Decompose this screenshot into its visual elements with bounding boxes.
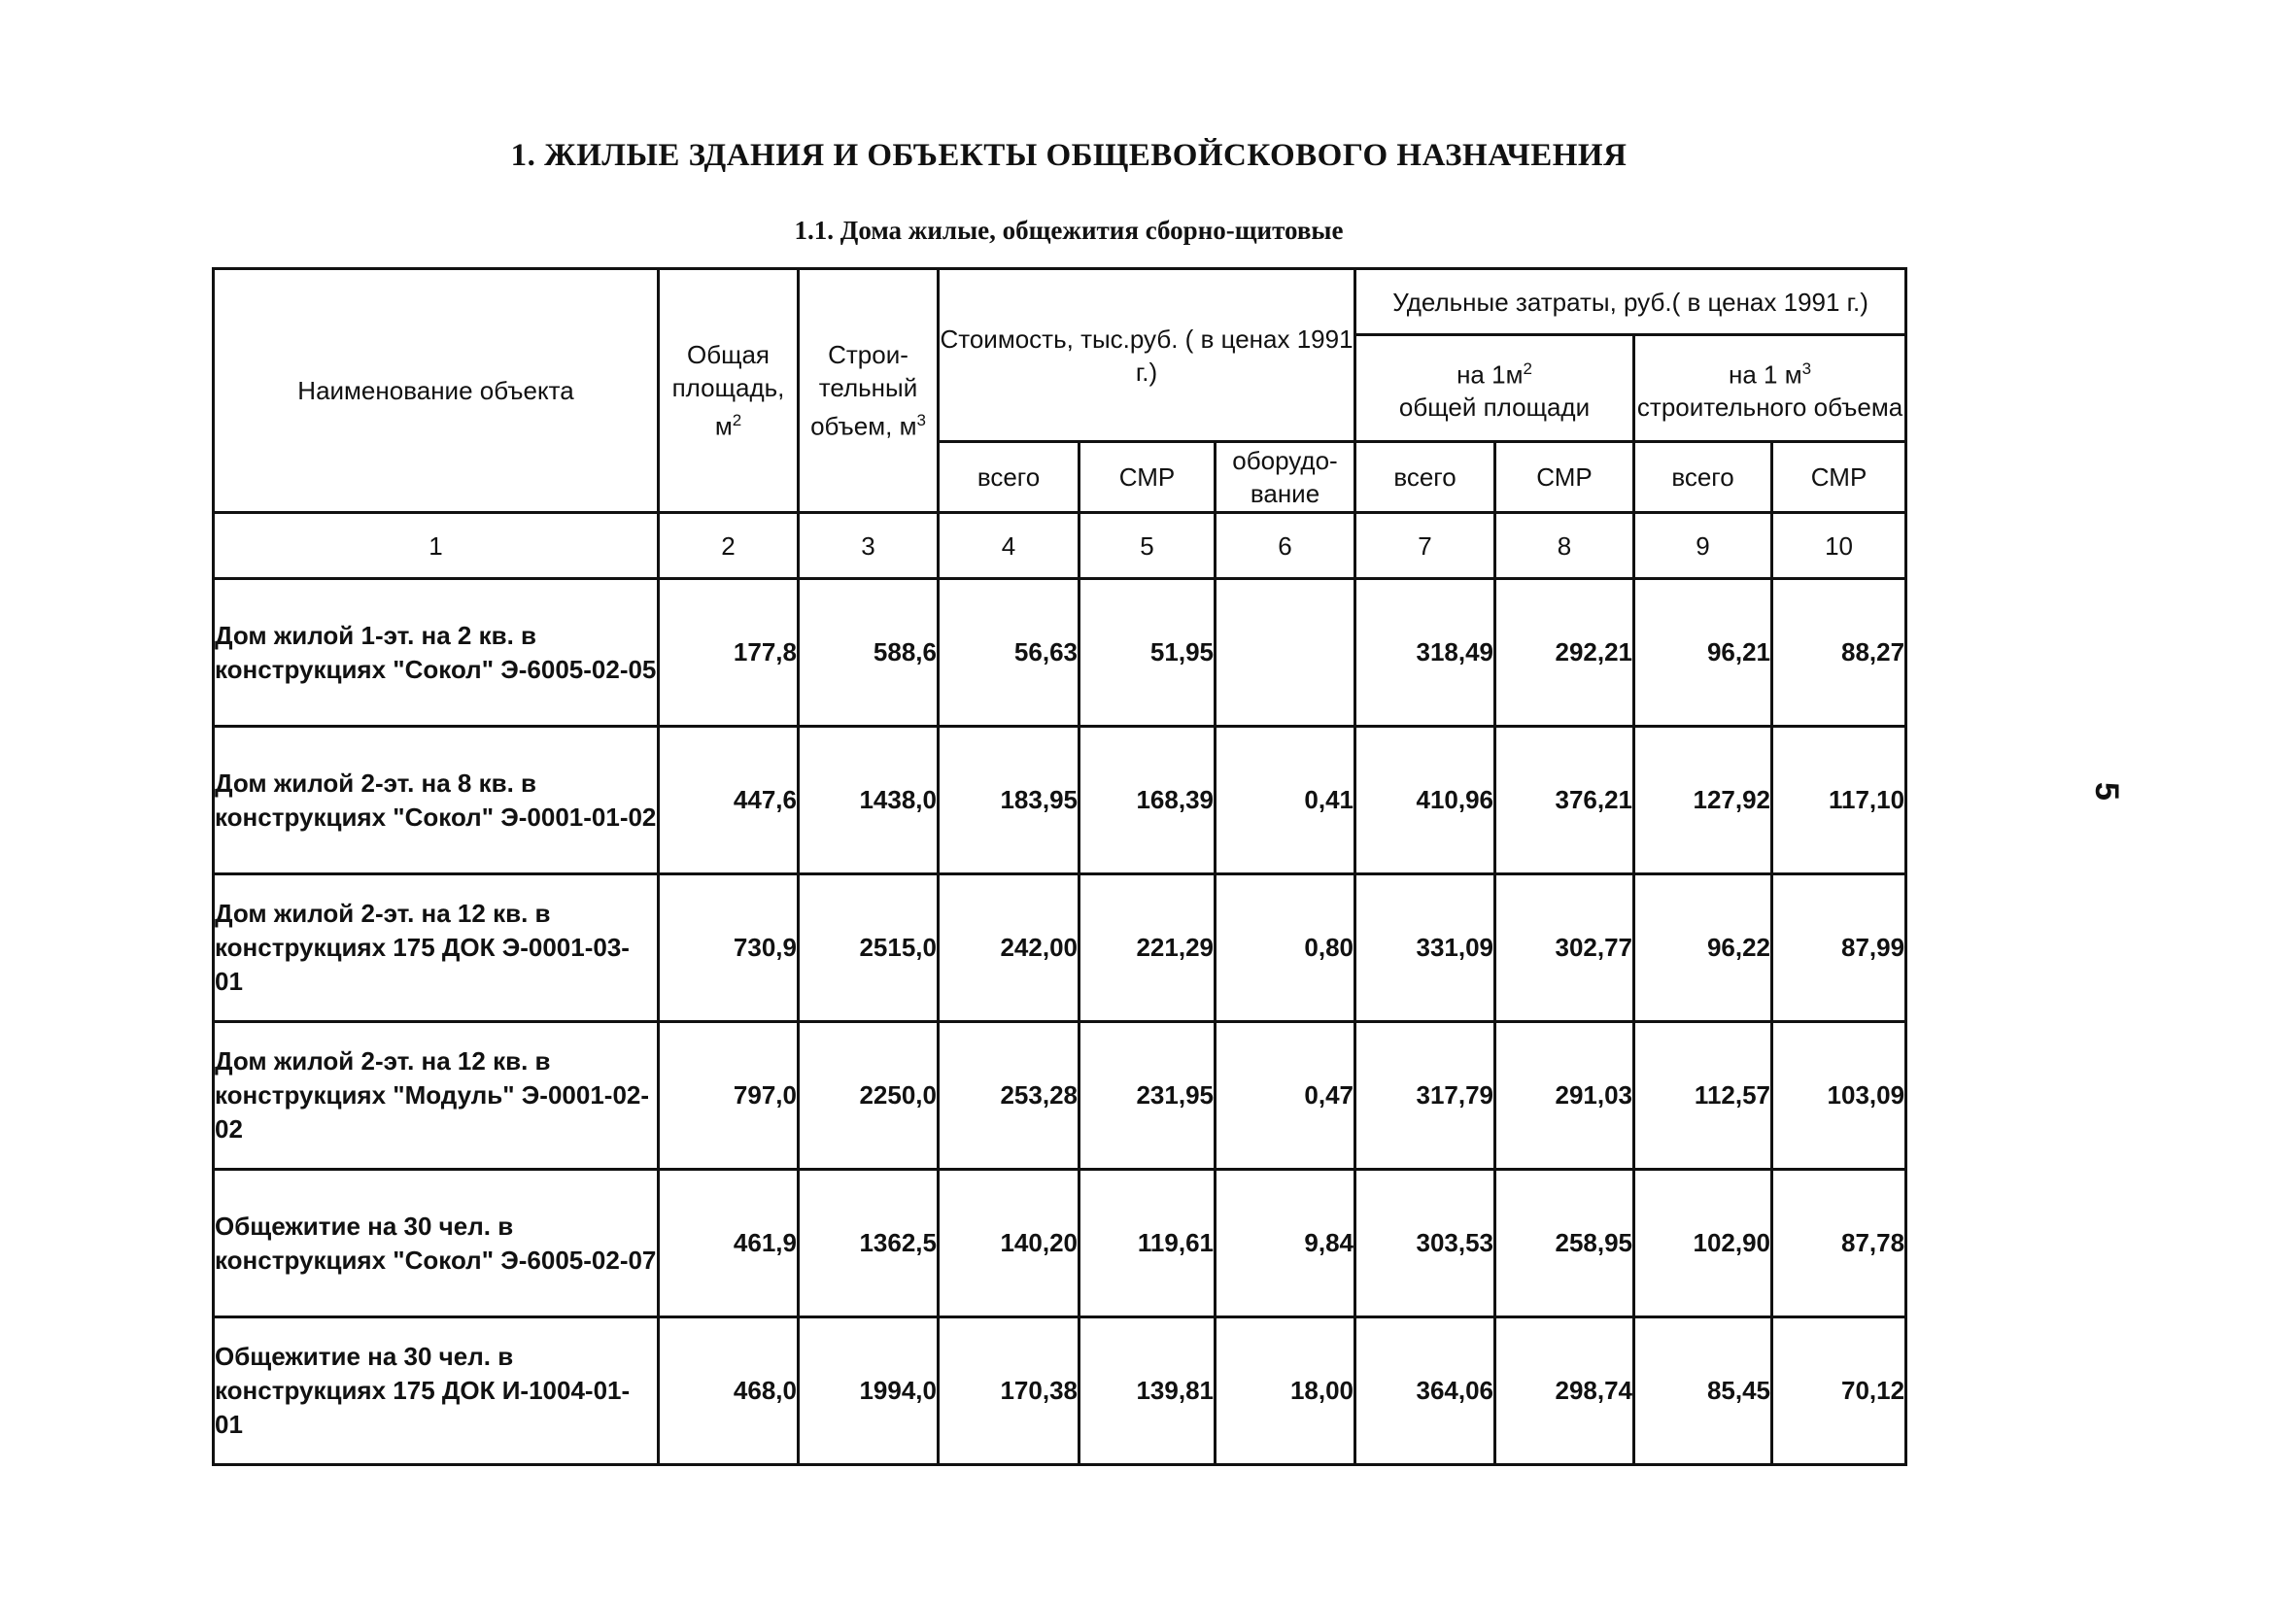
m3-smr-cell: 103,09 [1772,1022,1906,1170]
column-number: 3 [799,513,939,579]
header-area: Общая площадь, $м^2$ [659,269,799,513]
object-name: Дом жилой 1-эт. на 2 кв. в конструкциях "Сокол" Э-6005-02-05 [214,579,659,727]
cost-total-cell: 253,28 [939,1022,1079,1170]
cost-equipment-cell: 0,80 [1216,874,1355,1022]
m2-smr-cell: 298,74 [1495,1317,1634,1465]
m3-smr-cell: 88,27 [1772,579,1906,727]
cost-equipment-cell: 0,47 [1216,1022,1355,1170]
header-per-m2: на $1м^2$ общей площади [1355,335,1634,442]
header-cost-equipment: оборудо- вание [1216,442,1355,513]
cost-total-cell: 56,63 [939,579,1079,727]
table-row [214,874,1906,1022]
column-number: 6 [1216,513,1355,579]
volume-cell: 1362,5 [799,1170,939,1317]
column-number: 2 [659,513,799,579]
m2-smr-cell: 302,77 [1495,874,1634,1022]
object-name: Общежитие на 30 чел. в конструкциях 175 ДОК И-1004-01-01 [214,1317,659,1465]
cost-equipment-cell: 9,84 [1216,1170,1355,1317]
header-m3-total: всего [1634,442,1772,513]
table-row [214,727,1906,874]
m3-smr-cell: 87,78 [1772,1170,1906,1317]
area-cell: 461,9 [659,1170,799,1317]
cost-equipment-cell [1216,579,1355,727]
m2-total-cell: 364,06 [1355,1317,1495,1465]
area-cell: 730,9 [659,874,799,1022]
m2-smr-cell: 292,21 [1495,579,1634,727]
section-subtitle: 1.1. Дома жилые, общежития сборно-щитовые [794,216,1344,245]
page-number: 5 [2087,782,2125,801]
area-cell: 177,8 [659,579,799,727]
m2-total-cell: 410,96 [1355,727,1495,874]
area-cell: 468,0 [659,1317,799,1465]
cost-total-cell: 242,00 [939,874,1079,1022]
header-per-m3: на 1 $м^3$ строительного объема [1634,335,1906,442]
column-number: 8 [1495,513,1634,579]
column-number: 4 [939,513,1079,579]
m2-smr-cell: 258,95 [1495,1170,1634,1317]
header-cost-smr: СМР [1079,442,1216,513]
m2-total-cell: 318,49 [1355,579,1495,727]
area-cell: 797,0 [659,1022,799,1170]
m2-smr-cell: 291,03 [1495,1022,1634,1170]
cost-smr-cell: 119,61 [1079,1170,1216,1317]
m3-total-cell: 127,92 [1634,727,1772,874]
volume-cell: 2250,0 [799,1022,939,1170]
header-cost: Стоимость, тыс.руб. ( в ценах 1991 г.) [939,269,1355,442]
header-unit-costs: Удельные затраты, руб.( в ценах 1991 г.) [1355,269,1906,335]
header-volume: Строи- тельный объем, $м^3$ [799,269,939,513]
cost-equipment-cell: 18,00 [1216,1317,1355,1465]
table-body [214,579,1906,1465]
column-number: 9 [1634,513,1772,579]
header-m3-smr: СМР [1772,442,1906,513]
cost-total-cell: 183,95 [939,727,1079,874]
header-m2-smr: СМР [1495,442,1634,513]
object-name: Общежитие на 30 чел. в конструкциях "Сокол" Э-6005-02-07 [214,1170,659,1317]
m3-total-cell: 112,57 [1634,1022,1772,1170]
table-row [214,1022,1906,1170]
m3-total-cell: 96,22 [1634,874,1772,1022]
object-name: Дом жилой 2-эт. на 12 кв. в конструкциях "Модуль" Э-0001-02-02 [214,1022,659,1170]
m3-total-cell: 96,21 [1634,579,1772,727]
m3-smr-cell: 117,10 [1772,727,1906,874]
volume-cell: 1438,0 [799,727,939,874]
cost-smr-cell: 231,95 [1079,1022,1216,1170]
table-row [214,1317,1906,1465]
m3-total-cell: 85,45 [1634,1317,1772,1465]
volume-cell: 588,6 [799,579,939,727]
m2-total-cell: 317,79 [1355,1022,1495,1170]
cost-equipment-cell: 0,41 [1216,727,1355,874]
m3-smr-cell: 87,99 [1772,874,1906,1022]
column-number: 1 [214,513,659,579]
m2-smr-cell: 376,21 [1495,727,1634,874]
column-number-row [214,513,1906,579]
cost-smr-cell: 139,81 [1079,1317,1216,1465]
m2-total-cell: 331,09 [1355,874,1495,1022]
header-name: Наименование объекта [214,269,659,513]
object-name: Дом жилой 2-эт. на 12 кв. в конструкциях 175 ДОК Э-0001-03-01 [214,874,659,1022]
table-row [214,579,1906,727]
cost-smr-cell: 221,29 [1079,874,1216,1022]
cost-table [212,267,1907,1466]
volume-cell: 2515,0 [799,874,939,1022]
column-number: 7 [1355,513,1495,579]
cost-total-cell: 170,38 [939,1317,1079,1465]
volume-cell: 1994,0 [799,1317,939,1465]
object-name: Дом жилой 2-эт. на 8 кв. в конструкциях "Сокол" Э-0001-01-02 [214,727,659,874]
header-cost-total: всего [939,442,1079,513]
table-header [214,269,1906,579]
m3-total-cell: 102,90 [1634,1170,1772,1317]
column-number: 5 [1079,513,1216,579]
m3-smr-cell: 70,12 [1772,1317,1906,1465]
cost-smr-cell: 51,95 [1079,579,1216,727]
cost-smr-cell: 168,39 [1079,727,1216,874]
page-title: 1. ЖИЛЫЕ ЗДАНИЯ И ОБЪЕКТЫ ОБЩЕВОЙСКОВОГО НАЗНАЧЕНИЯ [510,138,1628,173]
column-number: 10 [1772,513,1906,579]
table-row [214,1170,1906,1317]
area-cell: 447,6 [659,727,799,874]
cost-total-cell: 140,20 [939,1170,1079,1317]
m2-total-cell: 303,53 [1355,1170,1495,1317]
header-m2-total: всего [1355,442,1495,513]
